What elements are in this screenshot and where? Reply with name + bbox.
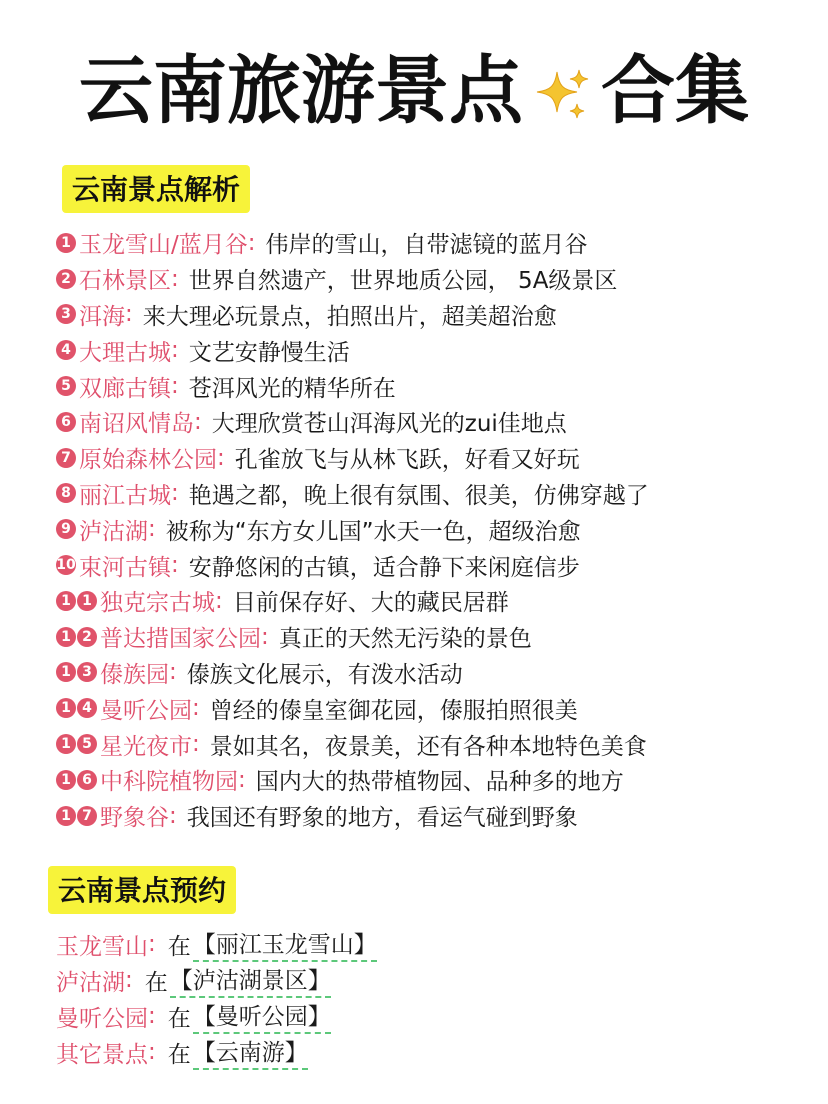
colon: : (148, 931, 156, 957)
attraction-name: 泸沽湖 (79, 518, 148, 545)
attraction-item (56, 762, 816, 798)
number-circle-icon: 1 (56, 806, 76, 826)
attraction-description: 苍洱风光的精华所在 (188, 375, 396, 402)
attraction-item (56, 726, 816, 762)
attraction-name: 独克宗古城 (100, 590, 215, 617)
attraction-item (56, 690, 816, 726)
attraction-name: 傣族园 (100, 661, 169, 688)
number-circle-icon: 6 (77, 770, 97, 790)
attraction-name: 石林景区 (79, 268, 171, 295)
attraction-description: 景如其名，夜景美，还有各种本地特色美食 (209, 733, 647, 760)
colon: : (169, 659, 177, 686)
number-circle-icon: 6 (56, 412, 76, 432)
number-badge (56, 555, 77, 575)
colon: : (238, 766, 246, 793)
number-circle-icon: 1 (56, 698, 76, 718)
booking-platform: 【云南游】 (193, 1034, 308, 1070)
number-circle-icon: 9 (56, 519, 76, 539)
booking-spot-name: 玉龙雪山 (56, 933, 148, 960)
booking-platform: 【泸沽湖景区】 (170, 962, 331, 998)
booking-row (56, 926, 756, 962)
booking-spot-name: 泸沽湖 (56, 969, 125, 996)
number-circle-icon: 1 (56, 591, 76, 611)
attraction-description: 傣族文化展示，有泼水活动 (186, 661, 463, 688)
colon: : (148, 1003, 156, 1029)
attractions-list (56, 225, 816, 834)
number-badge (56, 627, 98, 647)
colon: : (217, 444, 225, 471)
number-circle-icon: 5 (56, 376, 76, 396)
number-circle-icon: 2 (77, 627, 97, 647)
attraction-name: 野象谷 (100, 805, 169, 832)
attraction-description: 孔雀放飞与从林飞跃，好看又好玩 (234, 447, 580, 474)
booking-list (56, 926, 756, 1070)
page-title (0, 30, 828, 140)
attraction-description: 安静悠闲的古镇，适合静下来闲庭信步 (188, 554, 580, 581)
number-circle-icon: 1 (77, 591, 97, 611)
attraction-name: 大理古城 (79, 339, 171, 366)
attraction-description: 来大理必玩景点，拍照出片，超美超治愈 (142, 303, 557, 330)
colon: : (171, 552, 179, 579)
attraction-description: 目前保存好、大的藏民居群 (232, 590, 509, 617)
attraction-item (56, 261, 816, 297)
booking-row (56, 962, 756, 998)
colon: : (171, 373, 179, 400)
attraction-item (56, 368, 816, 404)
number-badge (56, 304, 77, 324)
colon: : (171, 265, 179, 292)
number-circle-icon: 3 (77, 662, 97, 682)
attraction-description: 大理欣赏苍山洱海风光的zui佳地点 (211, 411, 567, 438)
number-badge (56, 483, 77, 503)
number-badge (56, 698, 98, 718)
colon: : (169, 802, 177, 829)
attraction-description: 国内大的热带植物园、品种多的地方 (255, 769, 624, 796)
attraction-description: 伟岸的雪山，自带滤镜的蓝月谷 (265, 232, 588, 259)
attraction-item (56, 476, 816, 512)
number-badge (56, 340, 77, 360)
colon: : (192, 731, 200, 758)
booking-heading: 云南景点预约 (48, 866, 236, 914)
booking-row (56, 998, 756, 1034)
attraction-name: 束河古镇 (79, 554, 171, 581)
attraction-name: 南诏风情岛 (79, 411, 194, 438)
attraction-item (56, 798, 816, 834)
booking-spot-name: 曼听公园 (56, 1005, 148, 1032)
attraction-item (56, 440, 816, 476)
attraction-item (56, 297, 816, 333)
booking-row (56, 1034, 756, 1070)
attraction-description: 艳遇之都，晚上很有氛围、很美，仿佛穿越了 (188, 482, 649, 509)
colon: : (125, 967, 133, 993)
number-circle-icon: 7 (56, 448, 76, 468)
number-circle-icon: 5 (77, 734, 97, 754)
number-circle-icon: 8 (56, 483, 76, 503)
attraction-description: 世界自然遗产，世界地质公园， 5A级景区 (188, 268, 618, 295)
booking-at-label: 在 (167, 1041, 191, 1068)
attraction-description: 我国还有野象的地方，看运气碰到野象 (186, 805, 578, 832)
number-badge (56, 233, 77, 253)
attraction-description: 被称为“东方女儿国”水天一色，超级治愈 (165, 518, 581, 545)
colon: : (247, 229, 256, 256)
analysis-heading: 云南景点解析 (62, 165, 250, 213)
number-circle-icon: 1 (56, 662, 76, 682)
colon: : (171, 337, 179, 364)
colon: : (192, 695, 200, 722)
number-circle-icon: 1 (56, 233, 76, 253)
colon: : (215, 587, 223, 614)
booking-at-label: 在 (167, 1005, 191, 1032)
number-badge (56, 662, 98, 682)
attraction-description: 曾经的傣皇室御花园，傣服拍照很美 (209, 697, 578, 724)
attraction-item (56, 511, 816, 547)
number-badge (56, 734, 98, 754)
title-part-2: 合集 (601, 48, 749, 134)
sparkles-icon (533, 56, 591, 114)
number-badge (56, 412, 77, 432)
booking-platform: 【丽江玉龙雪山】 (193, 926, 377, 962)
attraction-item (56, 332, 816, 368)
attraction-item (56, 619, 816, 655)
number-badge (56, 376, 77, 396)
colon: : (194, 408, 202, 435)
attraction-description: 文艺安静慢生活 (188, 339, 350, 366)
booking-at-label: 在 (167, 933, 191, 960)
attraction-name: 原始森林公园 (79, 447, 217, 474)
attraction-item (56, 225, 816, 261)
attraction-description: 真正的天然无污染的景色 (278, 626, 532, 653)
number-badge (56, 519, 77, 539)
attraction-name: 星光夜市 (100, 733, 192, 760)
attraction-name: 中科院植物园 (100, 769, 238, 796)
attraction-item (56, 404, 816, 440)
number-badge (56, 591, 98, 611)
attraction-item (56, 655, 816, 691)
colon: : (171, 480, 179, 507)
attraction-name: 普达措国家公园 (100, 626, 261, 653)
attraction-name: 曼听公园 (100, 697, 192, 724)
number-circle-icon: 4 (56, 340, 76, 360)
attraction-name: 玉龙雪山/蓝月谷 (79, 232, 248, 259)
colon: : (125, 301, 133, 328)
number-badge (56, 269, 77, 289)
number-circle-icon: 4 (77, 698, 97, 718)
colon: : (148, 1039, 156, 1065)
number-badge (56, 448, 77, 468)
attraction-name: 双廊古镇 (79, 375, 171, 402)
number-circle-icon: 1 (56, 734, 76, 754)
colon: : (261, 623, 269, 650)
number-circle-icon: 2 (56, 269, 76, 289)
number-circle-icon: 7 (77, 806, 97, 826)
attraction-item (56, 547, 816, 583)
colon: : (148, 516, 156, 543)
booking-spot-name: 其它景点 (56, 1041, 148, 1068)
number-circle-icon: 3 (56, 304, 76, 324)
number-circle-icon: 1 (56, 627, 76, 647)
number-badge (56, 770, 98, 790)
number-circle-icon: 1 (56, 770, 76, 790)
number-badge (56, 806, 98, 826)
number-circle-icon: 10 (56, 557, 76, 574)
booking-at-label: 在 (144, 969, 168, 996)
attraction-item (56, 583, 816, 619)
title-part-1: 云南旅游景点 (79, 48, 523, 134)
attraction-name: 丽江古城 (79, 482, 171, 509)
booking-platform: 【曼听公园】 (193, 998, 331, 1034)
attraction-name: 洱海 (79, 303, 125, 330)
